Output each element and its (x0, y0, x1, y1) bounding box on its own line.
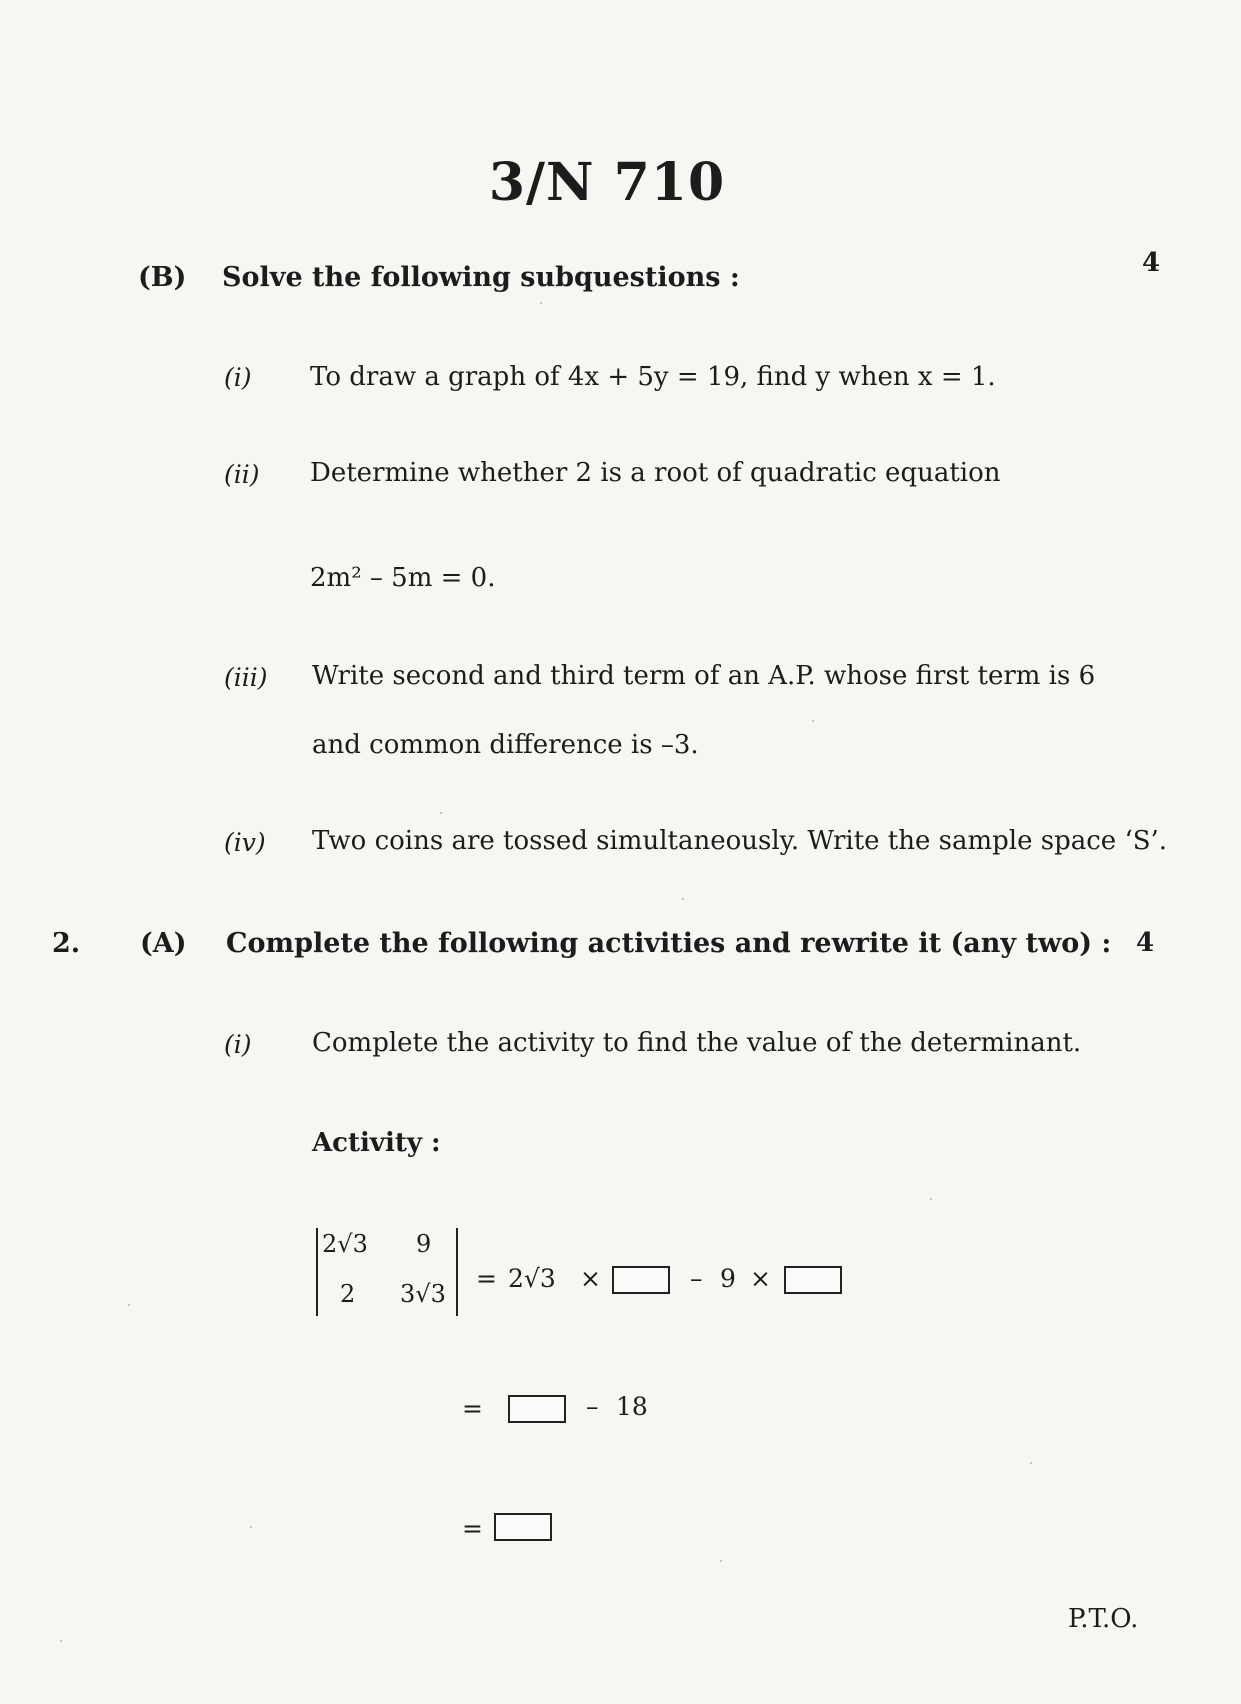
activity-label: Activity : (312, 1128, 441, 1158)
answer-box[interactable] (784, 1266, 842, 1294)
item-text: Determine whether 2 is a root of quadratic equation (310, 458, 1001, 488)
item-number: (iv) (224, 828, 266, 857)
determinant-a: 2√3 (322, 1230, 368, 1258)
question-number: 2. (52, 928, 81, 959)
item-text: Complete the activity to find the value of the determinant. (312, 1028, 1082, 1058)
determinant-c: 2 (340, 1280, 356, 1308)
multiply-sign: × (750, 1264, 771, 1293)
minus-sign: – (586, 1392, 599, 1421)
determinant-b: 9 (416, 1230, 432, 1258)
minus-sign: – (690, 1264, 703, 1293)
multiply-sign: × (580, 1264, 601, 1293)
expression-term: 18 (616, 1392, 648, 1421)
section-b-heading: Solve the following subquestions : (222, 262, 740, 293)
equals-sign: = (462, 1394, 483, 1423)
equals-sign: = (476, 1264, 497, 1293)
answer-box[interactable] (508, 1395, 566, 1423)
answer-box[interactable] (612, 1266, 670, 1294)
determinant (316, 1228, 458, 1316)
answer-box[interactable] (494, 1513, 552, 1541)
question-2-heading: Complete the following activities and rewrite it (any two) : (226, 928, 1112, 959)
item-text: To draw a graph of 4x + 5y = 19, find y when x = 1. (310, 362, 996, 392)
section-b-marks: 4 (1142, 248, 1161, 278)
item-number: (iii) (224, 663, 268, 692)
section-b-label: (B) (138, 262, 187, 293)
expression-term: 2√3 (508, 1264, 556, 1293)
item-number: (ii) (224, 460, 260, 489)
item-number: (i) (224, 1030, 252, 1059)
determinant-d: 3√3 (400, 1280, 446, 1308)
page-turn-note: P.T.O. (1068, 1604, 1139, 1634)
item-equation: 2m² – 5m = 0. (310, 563, 496, 593)
equals-sign: = (462, 1514, 483, 1543)
item-text: Two coins are tossed simultaneously. Write the sample space ‘S’. (312, 826, 1168, 856)
item-number: (i) (224, 363, 252, 392)
question-2-marks: 4 (1136, 928, 1155, 958)
expression-term: 9 (720, 1264, 736, 1293)
item-text: Write second and third term of an A.P. whose first term is 6 (312, 661, 1096, 691)
paper-code: 3/N 710 (488, 152, 726, 213)
question-2-label: (A) (140, 928, 187, 959)
item-text-continued: and common difference is –3. (312, 730, 699, 760)
